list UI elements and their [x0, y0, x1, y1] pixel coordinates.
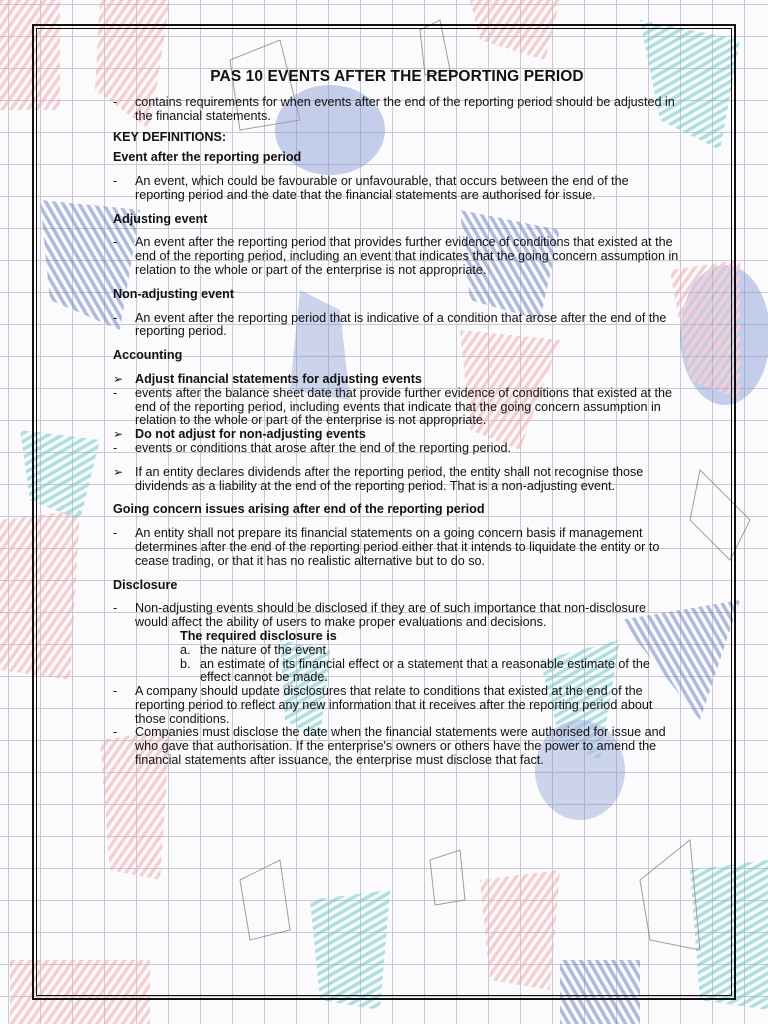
non-adjusting-item [113, 312, 681, 340]
dash-marker: - [113, 173, 118, 188]
disclosure-heading: Disclosure [113, 577, 178, 592]
item-letter-b: b. [180, 656, 191, 671]
event-after-item [113, 175, 681, 203]
required-disclosure-heading: The required disclosure is [180, 628, 337, 643]
intro-text: contains requirements for when events after the end of the reporting period should be adjusted in the financial statements. [135, 94, 675, 123]
item-a-text: the nature of the event [200, 642, 327, 657]
dash-marker: - [113, 94, 118, 109]
disclosure-item-3 [113, 726, 681, 767]
going-concern-text: An entity shall not prepare its financial statements on a going concern basis if management determines after the end of the reporting period either that it intends to liquidate the entity or to cease trading, or that it has no realistic alternative but to do so. [135, 526, 660, 568]
dash-marker: - [113, 526, 118, 541]
dash-marker: - [113, 310, 118, 325]
disclosure-text-3: Companies must disclose the date when the financial statements were authorised for issue and who gave that authorisation. If the enterprise's owners or others have the power to amend the financial statements after issuance, the enterprise must disclose that fact. [135, 725, 666, 768]
disclosure-item-2 [113, 685, 681, 726]
intro-item [113, 96, 681, 124]
required-item-a [180, 644, 681, 658]
non-adjusting-text: An event after the reporting period that is indicative of a condition that arose after the end of the reporting period. [135, 310, 667, 339]
accounting-heading: Accounting [113, 348, 183, 363]
event-after-heading: Event after the reporting period [113, 150, 302, 165]
required-item-b [180, 658, 681, 686]
disclosure-item-1 [113, 602, 681, 630]
dash-marker: - [113, 385, 118, 400]
dash-marker: - [113, 684, 118, 699]
adjust-subheading-item [113, 373, 681, 387]
key-definitions-heading: KEY DEFINITIONS: [113, 130, 227, 145]
adjust-text: events after the balance sheet date that provide further evidence of conditions that existed at the end of the reporting period, including events that indicate that the going concern assumption in relation to the whole or part of the enterprise is not appropriate. [135, 385, 672, 428]
arrow-bullet-icon: ➢ [113, 371, 124, 386]
non-adjusting-heading: Non-adjusting event [113, 286, 235, 301]
dash-marker: - [113, 725, 118, 740]
document-body [113, 70, 681, 768]
going-concern-item [113, 527, 681, 568]
adjust-item [113, 387, 681, 428]
item-b-text: an estimate of its financial effect or a statement that a reasonable estimate of the effect cannot be made. [200, 656, 650, 685]
dash-marker: - [113, 440, 118, 455]
disclosure-text-2: A company should update disclosures that relate to conditions that existed at the end of the reporting period to reflect any new information that it receives after the reporting period about those conditions. [135, 684, 653, 726]
not-adjust-subheading: Do not adjust for non-adjusting events [135, 427, 366, 442]
arrow-bullet-icon: ➢ [113, 464, 124, 479]
page-title: PAS 10 EVENTS AFTER THE REPORTING PERIOD [210, 68, 584, 85]
event-after-text: An event, which could be favourable or unfavourable, that occurs between the end of the reporting period and the date that the financial statements are authorised for issue. [135, 173, 629, 202]
arrow-bullet-icon: ➢ [113, 427, 124, 442]
disclosure-text-1: Non-adjusting events should be disclosed if they are of such importance that non-disclosure would affect the ability of users to make proper evaluations and decisions. [135, 601, 647, 630]
not-adjust-item [113, 442, 681, 456]
adjusting-text: An event after the reporting period that provides further evidence of conditions that existed at the end of the reporting period, including an event that indicates that the going concern assumption in relation to the whole or part of the enterprise is not appropriate. [135, 235, 679, 277]
not-adjust-text: events or conditions that arose after the end of the reporting period. [135, 440, 511, 455]
adjusting-heading: Adjusting event [113, 211, 208, 226]
item-letter-a: a. [180, 642, 191, 657]
adjusting-item [113, 236, 681, 277]
dividends-item [113, 466, 681, 494]
not-adjust-subheading-item [113, 428, 681, 442]
going-concern-heading: Going concern issues arising after end of the reporting period [113, 502, 485, 517]
dash-marker: - [113, 601, 118, 616]
adjust-subheading: Adjust financial statements for adjusting events [135, 371, 422, 386]
dash-marker: - [113, 235, 118, 250]
dividends-text: If an entity declares dividends after the reporting period, the entity shall not recognise those dividends as a liability at the end of the reporting period. That is a non-adjusting event. [135, 464, 644, 493]
